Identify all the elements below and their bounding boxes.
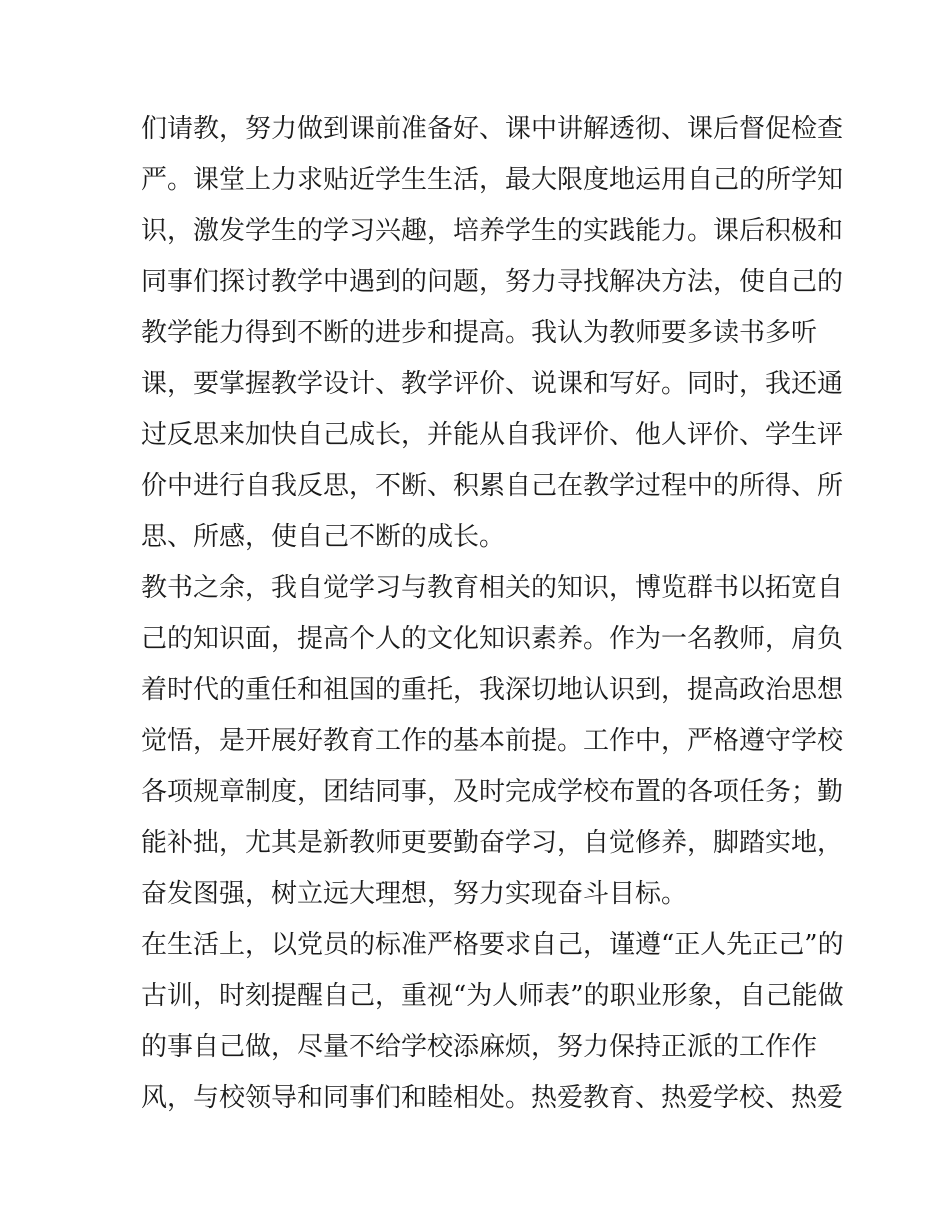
text-line-16: 奋发图强，树立远大理想，努力实现奋斗目标。: [141, 879, 688, 909]
text-line-15: 能补拙，尤其是新教师更要勤奋学习，自觉修养，脚踏实地，: [141, 828, 844, 858]
text-line-9: 思、所感，使自己不断的成长。: [141, 522, 506, 552]
text-line-14: 各项规章制度，团结同事，及时完成学校布置的各项任务；勤: [141, 777, 844, 807]
text-line-10: 教书之余，我自觉学习与教育相关的知识，博览群书以拓宽自: [141, 573, 844, 603]
text-line-13: 觉悟，是开展好教育工作的基本前提。工作中，严格遵守学校: [141, 726, 844, 756]
text-line-3: 识，激发学生的学习兴趣，培养学生的实践能力。课后积极和: [141, 216, 844, 246]
text-line-7: 过反思来加快自己成长，并能从自我评价、他人评价、学生评: [141, 420, 844, 450]
text-line-6: 课，要掌握教学设计、教学评价、说课和写好。同时，我还通: [141, 369, 844, 399]
text-line-2: 严。课堂上力求贴近学生生活，最大限度地运用自己的所学知: [141, 165, 844, 195]
text-line-20: 风，与校领导和同事们和睦相处。热爱教育、热爱学校、热爱: [141, 1083, 844, 1113]
text-line-19: 的事自己做，尽量不给学校添麻烦，努力保持正派的工作作: [141, 1032, 818, 1062]
text-line-5: 教学能力得到不断的进步和提高。我认为教师要多读书多听: [141, 318, 818, 348]
text-line-18: 古训，时刻提醒自己，重视“为人师表”的职业形象，自己能做: [141, 981, 844, 1011]
text-line-4: 同事们探讨教学中遇到的问题，努力寻找解决方法，使自己的: [141, 267, 844, 297]
text-line-8: 价中进行自我反思，不断、积累自己在教学过程中的所得、所: [141, 471, 844, 501]
text-line-11: 己的知识面，提高个人的文化知识素养。作为一名教师，肩负: [141, 624, 844, 654]
text-line-12: 着时代的重任和祖国的重托，我深切地认识到，提高政治思想: [141, 675, 844, 705]
text-line-1: 们请教，努力做到课前准备好、课中讲解透彻、课后督促检查: [141, 114, 844, 144]
text-line-17: 在生活上，以党员的标准严格要求自己，谨遵“正人先正己”的: [141, 930, 844, 960]
